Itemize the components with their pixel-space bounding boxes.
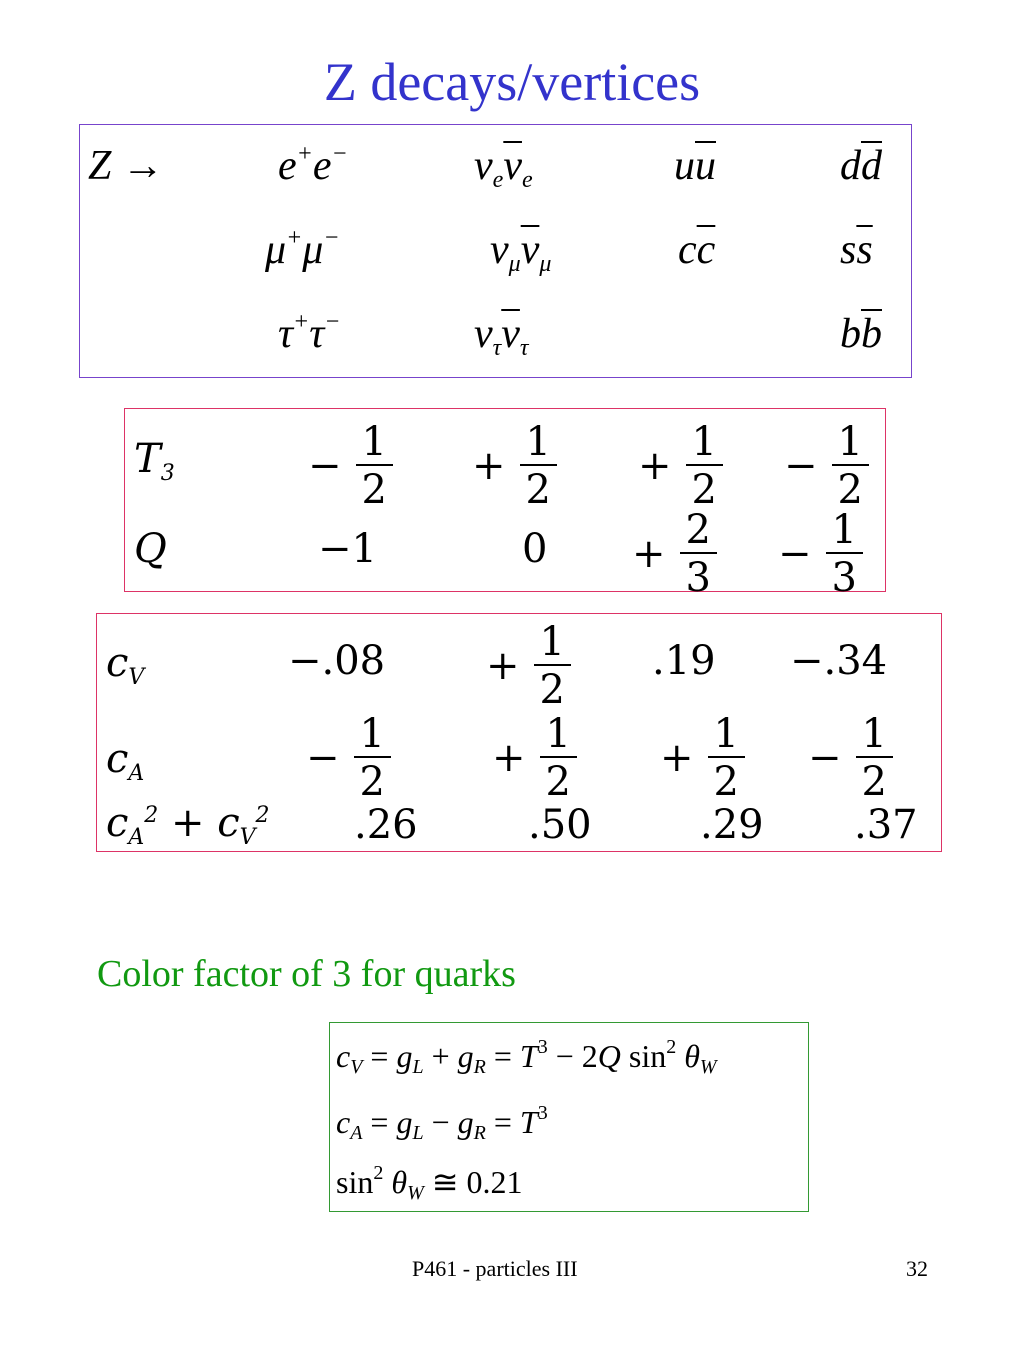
- cv-neutrinos: + $\frac{1}{2}$: [486, 620, 571, 712]
- t3-down-quarks: − $\frac{1}{2}$: [784, 420, 869, 512]
- ca-leptons-charged: − $\frac{1}{2}$: [306, 712, 391, 804]
- q-leptons-charged: −1: [318, 526, 377, 572]
- q-neutrinos: 0: [522, 526, 548, 572]
- sum-leptons-charged: .26: [354, 802, 418, 848]
- formula-ca: $c_A = g_L - g_R = T^3$: [336, 1102, 548, 1144]
- color-factor-note: Color factor of 3 for quarks: [97, 953, 516, 995]
- decay-s-pair: $s\overline{s}$: [840, 227, 873, 273]
- slide-title: Z decays/vertices: [323, 52, 701, 112]
- ca-down-quarks: − $\frac{1}{2}$: [808, 712, 893, 804]
- decay-nu-mu: $\nu_\mu\overline{\nu}_\mu$: [490, 227, 552, 277]
- sum-down-quarks: .37: [854, 802, 918, 848]
- z-arrow-prefix: Z →: [88, 143, 164, 189]
- sum-label: $c_A^2 + c_V^2$: [106, 800, 270, 850]
- page-number: 32: [906, 1256, 928, 1281]
- sum-up-quarks: .29: [700, 802, 764, 848]
- decay-d-pair: $d\overline{d}$: [840, 143, 882, 189]
- ca-up-quarks: + $\frac{1}{2}$: [660, 712, 745, 804]
- cv-down-quarks: −.34: [790, 638, 888, 684]
- q-up-quarks: + $\frac{2}{3}$: [632, 508, 717, 600]
- decay-nu-e: $\nu_e\overline{\nu}_e$: [474, 143, 533, 193]
- formula-sin2: $\sin^2 \theta_W$ ≅ 0.21: [336, 1162, 523, 1204]
- q-down-quarks: − $\frac{1}{3}$: [778, 508, 863, 600]
- decay-tau-pair: τ+τ−: [278, 309, 341, 357]
- cv-leptons-charged: −.08: [288, 638, 386, 684]
- q-label: Q: [134, 526, 167, 572]
- decay-b-pair: $b\overline{b}$: [840, 311, 882, 357]
- footer-course: P461 - particles III: [412, 1256, 578, 1281]
- decay-c-pair: $c\overline{c}$: [678, 227, 716, 273]
- cv-up-quarks: .19: [652, 638, 716, 684]
- t3-leptons-charged: − $\frac{1}{2}$: [308, 420, 393, 512]
- t3-up-quarks: + $\frac{1}{2}$: [638, 420, 723, 512]
- decay-nu-tau: $\nu_\tau\overline{\nu}_\tau$: [474, 311, 529, 361]
- decay-mu-pair: μ+μ−: [265, 225, 340, 273]
- t3-label: $T_3$: [134, 436, 175, 486]
- sum-neutrinos: .50: [528, 802, 592, 848]
- ca-label: $c_A$: [106, 736, 145, 786]
- formula-cv: $c_V = g_L + g_R = T^3 - 2Q$ $\sin^2 \theta_W$: [336, 1036, 717, 1078]
- cv-label: $c_V$: [106, 640, 145, 690]
- decay-u-pair: $u\overline{u}$: [674, 143, 716, 189]
- ca-neutrinos: + $\frac{1}{2}$: [492, 712, 577, 804]
- decay-e-pair: e+e−: [278, 141, 348, 189]
- t3-neutrinos: + $\frac{1}{2}$: [472, 420, 557, 512]
